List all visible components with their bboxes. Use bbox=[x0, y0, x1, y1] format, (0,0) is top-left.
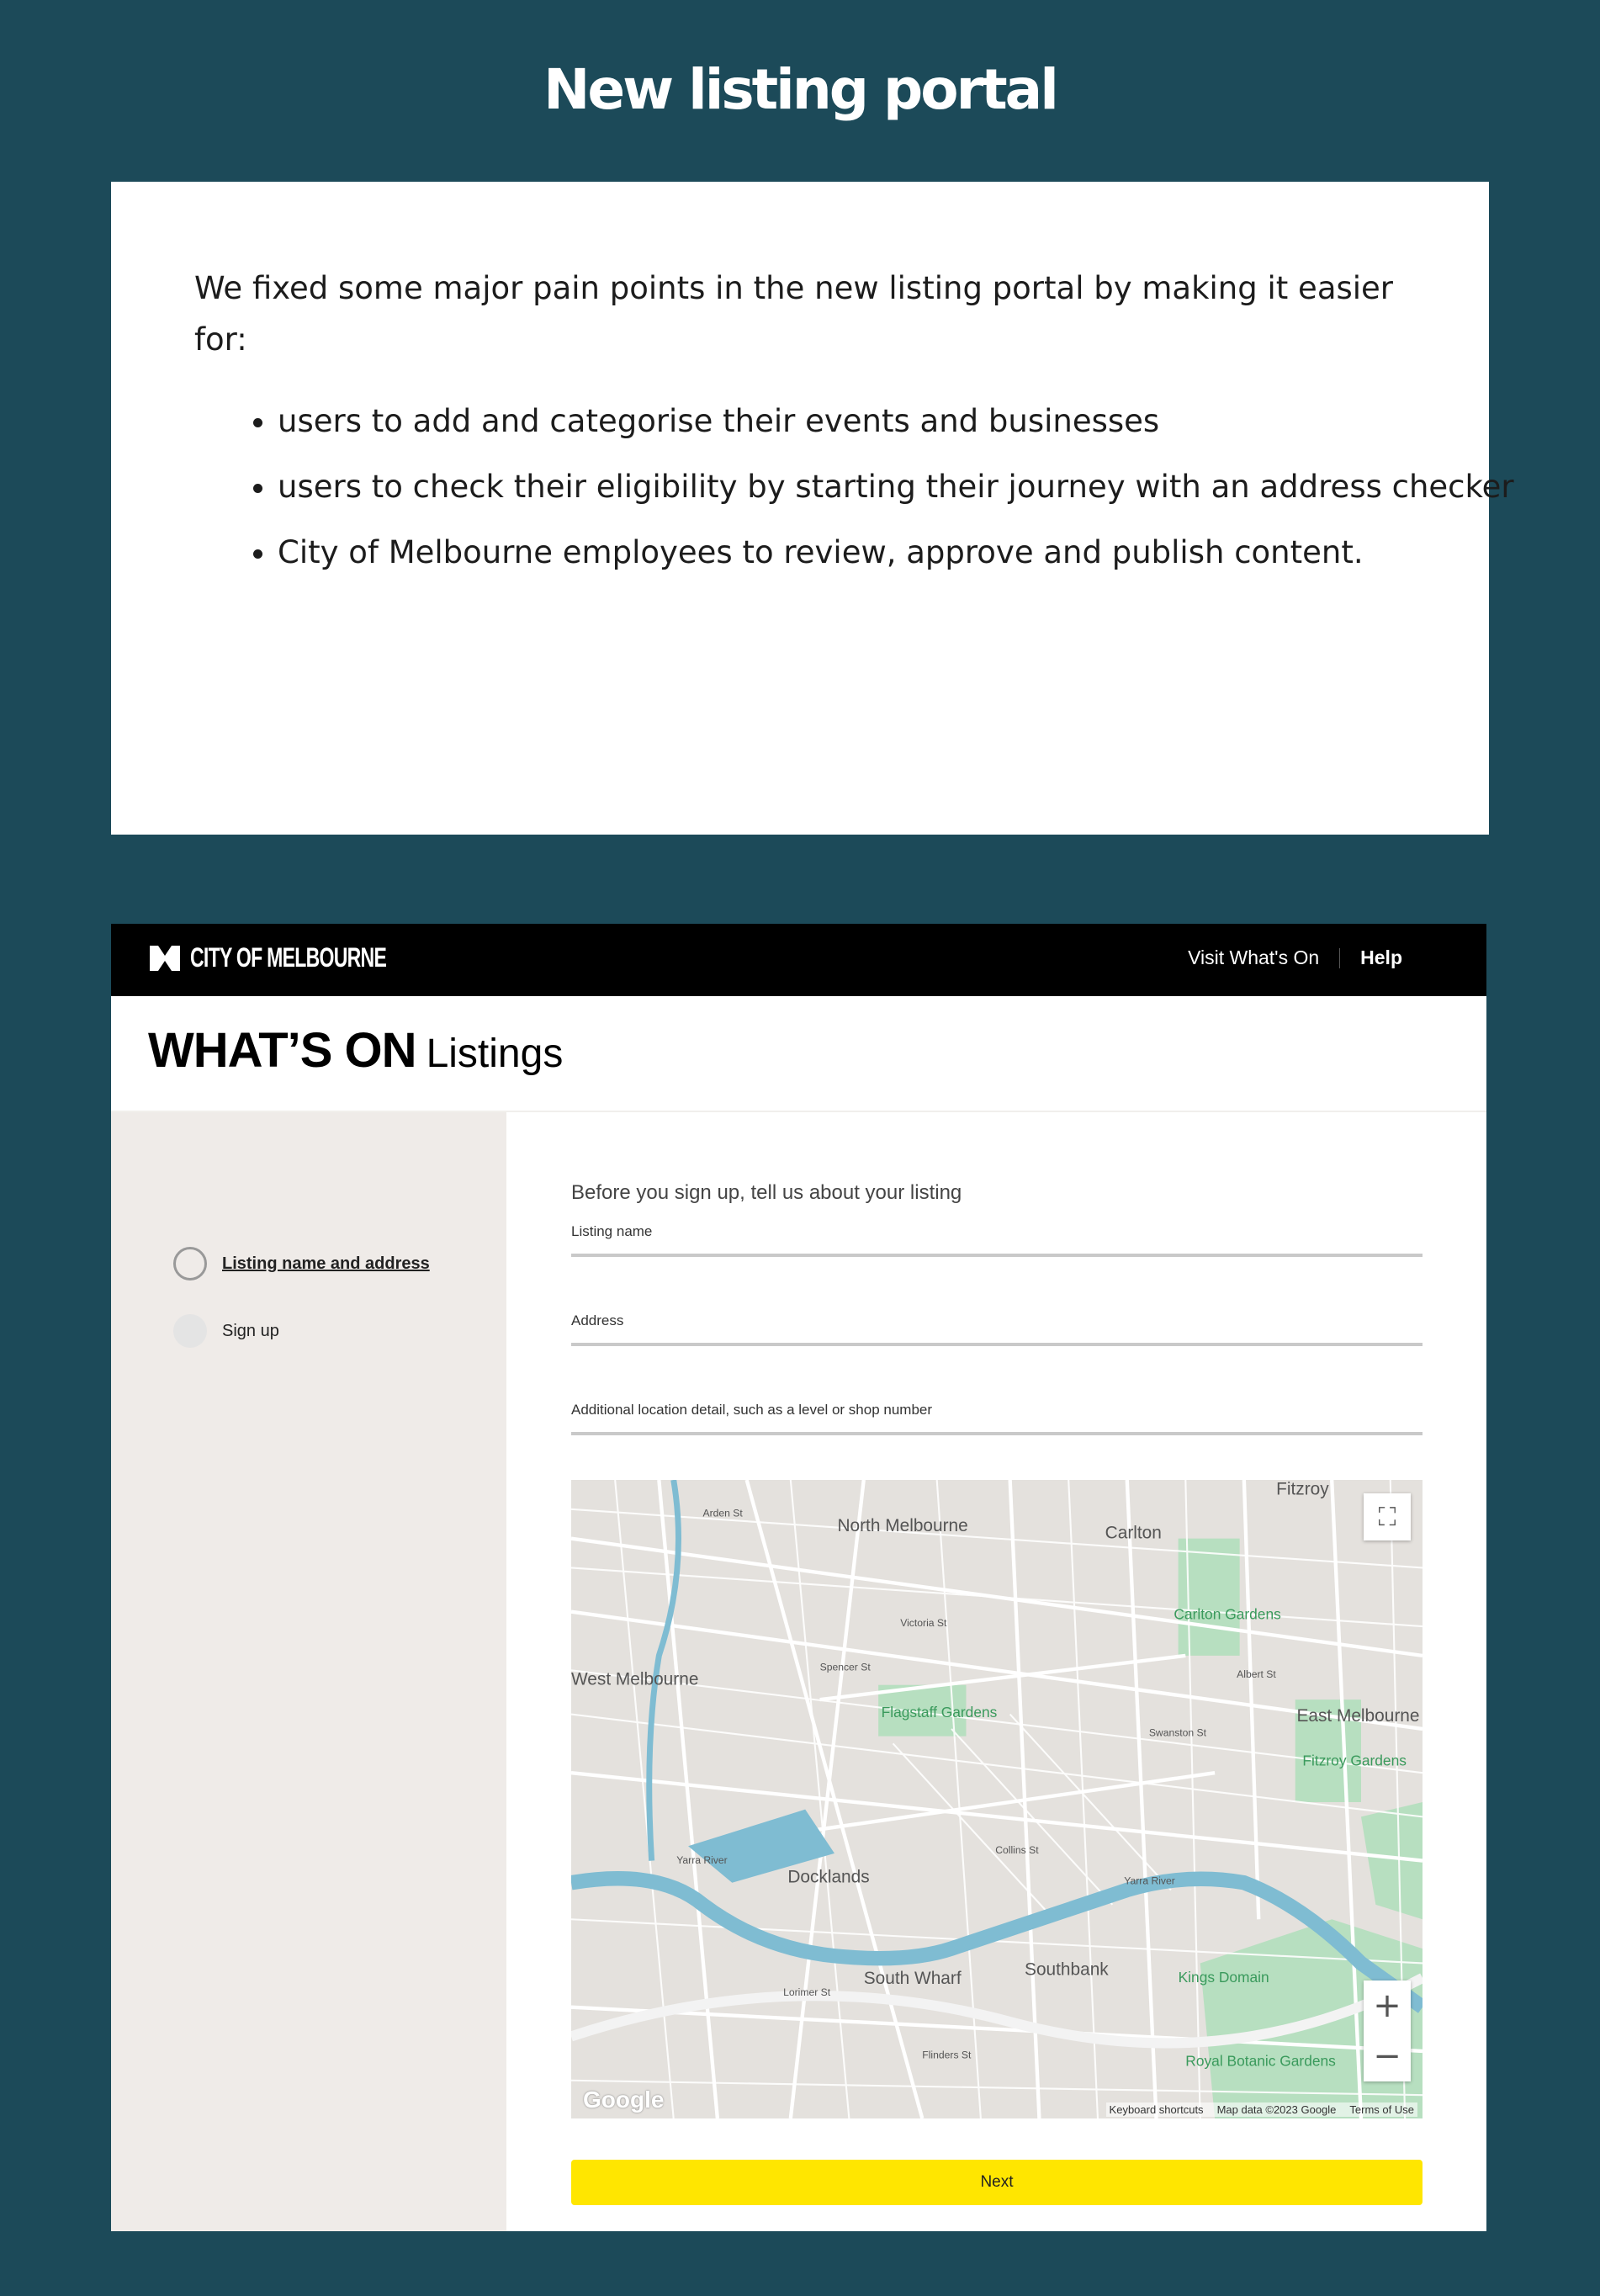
top-nav bbox=[1188, 947, 1402, 969]
bullet-item: • users to check their eligibility by starting their journey with an address checker bbox=[278, 461, 1523, 512]
street-label: Flinders St bbox=[922, 2049, 972, 2061]
title-bar bbox=[111, 996, 1486, 1112]
intro-bullets bbox=[194, 395, 1523, 592]
field-label: Address bbox=[571, 1312, 624, 1328]
map-label: North Melbourne bbox=[837, 1515, 968, 1535]
step-label: Listing name and address bbox=[222, 1254, 430, 1273]
page-title: New listing portal bbox=[543, 57, 1057, 122]
map-data-text: Map data ©2023 Google bbox=[1216, 2103, 1337, 2116]
bullet-item: • City of Melbourne employees to review, approve and publish content. bbox=[278, 527, 1523, 578]
step-sidebar bbox=[111, 1112, 506, 2231]
map-label: East Melbourne bbox=[1296, 1706, 1420, 1726]
map-label: South Wharf bbox=[863, 1968, 962, 1988]
field-label: Additional location detail, such as a level or shop number bbox=[571, 1402, 933, 1418]
map-label: Carlton bbox=[1105, 1523, 1162, 1543]
park-label: Flagstaff Gardens bbox=[881, 1704, 998, 1721]
map-canvas[interactable] bbox=[571, 1480, 1423, 2118]
street-label: Yarra River bbox=[676, 1854, 728, 1867]
listing-portal-screenshot bbox=[111, 924, 1486, 2231]
logo-text: CITY OF MELBOURNE bbox=[190, 942, 387, 973]
zoom-controls bbox=[1364, 1980, 1411, 2081]
step-circle-icon bbox=[173, 1247, 207, 1281]
city-of-melbourne-logo[interactable] bbox=[148, 942, 463, 973]
app-heading bbox=[148, 1021, 563, 1084]
map-label: Southbank bbox=[1025, 1959, 1109, 1980]
google-logo: Google bbox=[583, 2087, 665, 2113]
address-field[interactable] bbox=[571, 1301, 1423, 1346]
zoom-out-button[interactable]: − bbox=[1373, 2037, 1401, 2076]
step-sign-up[interactable] bbox=[173, 1314, 279, 1348]
keyboard-shortcuts-link[interactable]: Keyboard shortcuts bbox=[1109, 2103, 1204, 2116]
map-label: Fitzroy bbox=[1276, 1480, 1329, 1499]
map-label: West Melbourne bbox=[571, 1669, 699, 1689]
nav-divider bbox=[1339, 948, 1340, 968]
map[interactable] bbox=[571, 1480, 1423, 2118]
park-label: Royal Botanic Gardens bbox=[1185, 2052, 1336, 2070]
form-intro: Before you sign up, tell us about your listing bbox=[571, 1181, 962, 1204]
street-label: Lorimer St bbox=[783, 1986, 831, 1998]
step-listing-name-and-address[interactable] bbox=[173, 1247, 430, 1281]
street-label: Spencer St bbox=[819, 1661, 871, 1673]
field-label: Listing name bbox=[571, 1223, 653, 1239]
street-label: Collins St bbox=[995, 1843, 1039, 1856]
fullscreen-button[interactable]: ⛶ bbox=[1364, 1493, 1411, 1540]
brand-heading: WHAT’S ON bbox=[148, 1023, 416, 1078]
park-label: Fitzroy Gardens bbox=[1302, 1752, 1407, 1769]
section-heading: Listings bbox=[426, 1031, 564, 1076]
park-label: Kings Domain bbox=[1178, 1969, 1269, 1986]
zoom-in-button[interactable]: + bbox=[1373, 1986, 1401, 2025]
street-label: Albert St bbox=[1237, 1668, 1276, 1681]
street-label: Arden St bbox=[702, 1507, 743, 1519]
top-bar bbox=[111, 924, 1486, 996]
terms-link[interactable]: Terms of Use bbox=[1349, 2103, 1414, 2116]
intro-card bbox=[111, 182, 1514, 835]
bullet-item: • users to add and categorise their events and businesses bbox=[278, 395, 1523, 447]
map-label: Docklands bbox=[787, 1867, 870, 1887]
step-circle-icon bbox=[173, 1314, 207, 1348]
park-label: Carlton Gardens bbox=[1174, 1605, 1281, 1623]
listing-name-field[interactable] bbox=[571, 1212, 1423, 1257]
visit-whats-on-link[interactable]: Visit What's On bbox=[1188, 947, 1320, 968]
next-button[interactable]: Next bbox=[571, 2160, 1423, 2205]
street-label: Swanston St bbox=[1148, 1726, 1207, 1739]
street-label: Victoria St bbox=[900, 1617, 947, 1630]
melbourne-m-icon bbox=[148, 944, 182, 973]
help-link[interactable]: Help bbox=[1360, 947, 1402, 968]
intro-paragraph: We fixed some major pain points in the new listing portal by making it easier for: bbox=[194, 270, 1394, 358]
map-attribution bbox=[1106, 2102, 1417, 2117]
street-label: Yarra River bbox=[1124, 1874, 1175, 1887]
step-label: Sign up bbox=[222, 1321, 279, 1340]
additional-location-field[interactable] bbox=[571, 1390, 1423, 1435]
